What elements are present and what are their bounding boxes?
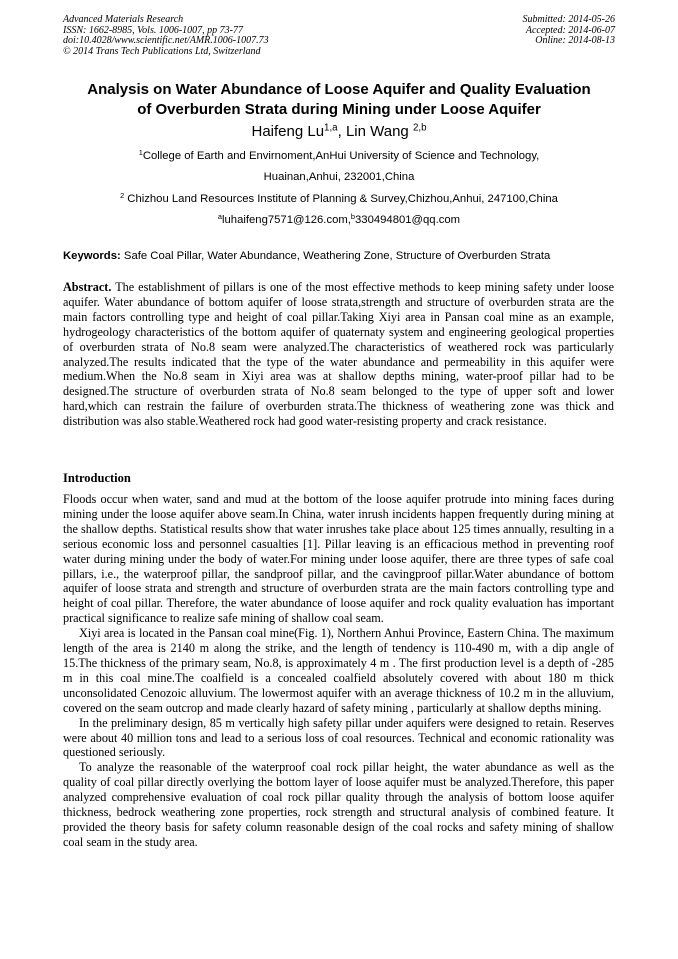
introduction-heading: Introduction <box>63 471 131 485</box>
paper-title <box>40 80 638 120</box>
submitted-date: Submitted: 2014-05-26 <box>522 14 615 25</box>
author-2: Lin Wang <box>345 123 413 140</box>
journal-name: Advanced Materials Research <box>63 14 184 25</box>
affiliation-1-text: College of Earth and Envirnoment,AnHui University of Science and Technology, <box>142 150 540 162</box>
abstract-label: Abstract. <box>63 280 112 294</box>
doi-line: doi:10.4028/www.scientific.net/AMR.1006-1007.73 <box>63 35 269 46</box>
keywords-text: Safe Coal Pillar, Water Abundance, Weathering Zone, Structure of Overburden Strata <box>120 250 551 262</box>
journal-header <box>63 15 615 63</box>
header-left <box>63 15 269 57</box>
accepted-date: Accepted: 2014-06-07 <box>525 24 615 36</box>
intro-paragraph-2: Xiyi area is located in the Pansan coal mine(Fig. 1), Northern Anhui Province, Eastern China. The maximum length of the area is 2140 m along the strike, and the length of tendency is 110-490 m, with a dip angle of 15.The thickness of the primary seam, No.8, is approximately 4 m . The first production level is a depth of -285 m in this coal mine.The coalfield is a concealed coalfield absolutely covered with about 180 m thick unconsolidated Cenozoic alluvium. The lowermost aquifer with an average thickness of 10.2 m in the alluvium, covered on the seam outcrop and made clearly hazard of safety mining , particularly at shallow depths mining. <box>63 626 614 715</box>
affiliation-2 <box>40 192 638 206</box>
author-emails <box>40 213 638 227</box>
intro-paragraph-3: In the preliminary design, 85 m vertically high safety pillar under aquifers were designed to retain. Reserves were about 40 million tons and lead to a serious loss of coal resources. Technical and economic rationality was questioned seriously. <box>63 715 614 760</box>
abstract <box>63 280 614 429</box>
email-b-marker: b <box>350 211 355 221</box>
intro-paragraph-4: To analyze the reasonable of the waterproof coal rock pillar height, the water abundance as well as the quality of coal pillar directly overlying the bottom layer of loose aquifer must be analyzed.Therefore, this paper analyzed comprehensive evaluation of coal rock pillar quality through the analysis of bottom loose aquifer thickness, bedrock weathering zone properties, rock strength and structural analysis of combined feature. It provided the theory basis for safety column reasonable design of the coal rocks and safety mining of shallow coal seam in the study area. <box>63 760 614 849</box>
introduction-body <box>63 492 614 850</box>
email-a: luhaifeng7571@126.com, <box>222 214 351 226</box>
keywords <box>63 249 618 263</box>
affiliation-1-line-2: Huainan,Anhui, 232001,China <box>263 171 415 183</box>
copyright-line: © 2014 Trans Tech Publications Ltd, Switzerland <box>63 45 261 57</box>
issn-line: ISSN: 1662-8985, Vols. 1006-1007, pp 73-77 <box>63 24 243 36</box>
affiliation-2-text: Chizhou Land Resources Institute of Planning & Survey,Chizhou,Anhui, 247100,China <box>124 193 558 205</box>
title-line-2: of Overburden Strata during Mining under Loose Aquifer <box>137 101 541 118</box>
author-2-affiliation-marker: 2,b <box>412 122 427 134</box>
email-b: 330494801@qq.com <box>355 214 461 226</box>
header-right <box>523 15 616 47</box>
title-line-1: Analysis on Water Abundance of Loose Aquifer and Quality Evaluation <box>87 81 591 98</box>
affiliation-1-line-1 <box>40 149 638 163</box>
abstract-text: The establishment of pillars is one of the most effective methods to keep mining safety under loose aquifer. Water abundance of bottom aquifer of loose strata,strength and structure of overburden strata are the main factors controlling type and height of coal pillar.Taking Xiyi area in Pansan coal mine as an example, hydrogeology characteristics of the bottom aquifer of quaternaty system and engineering geological properties of overburden strata of No.8 seam were analyzed.The characteristics of weathered rock was particularly analyzed.The results indicated that the type of the water abundance and permeability in this aquifer were medium.When the No.8 seam in Xiyi area was at shallow depths mining, water-proof pillar had to be designed.The structure of overburden strata of No.8 seam belonged to the type of upper soft and lower hard,which can restrain the failure of overburden strata.The thickness of weathering zone was thick and distribution was also stable.Weathered rock had good water-resisting property and crack resistance. <box>63 280 614 429</box>
intro-paragraph-1: Floods occur when water, sand and mud at the bottom of the loose aquifer protrude into mining faces during mining under the loose aquifer above seam.In China, water inrush incidents happen frequently during mining at the shallow depths. Statistical results show that water inrushes take place about 125 times annually, resulting in a serious economic loss and personnel casualties [1]. Pillar leaving is an efficacious method in preventing roof water during mining under the body of water.For mining under loose aquifer, there are three types of safe coal pillars, i.e., the waterproof pillar, the sandproof pillar, and the cavingproof pillar.Water abundance of bottom aquifer of loose strata and strength and structure of overburden strata are the main factors controlling type and height of coal pillar. Therefore, the water abundance of loose aquifer and rock quality evaluation has important practical significance to realize safe mining of shallow coal seam. <box>63 492 614 626</box>
affiliation-1-marker: 1 <box>138 147 143 157</box>
author-1-affiliation-marker: 1,a <box>324 122 338 134</box>
author-list <box>40 122 638 142</box>
author-1: Haifeng Lu <box>251 123 325 140</box>
online-date: Online: 2014-08-13 <box>535 35 615 46</box>
affiliation-2-marker: 2 <box>120 190 125 200</box>
keywords-label: Keywords: <box>63 250 121 262</box>
email-a-marker: a <box>217 211 222 221</box>
author-separator: , <box>337 123 346 140</box>
